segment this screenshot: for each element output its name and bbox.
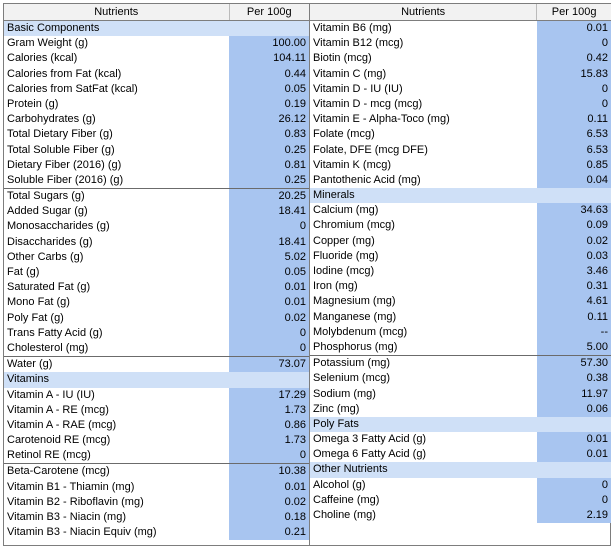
table-row xyxy=(4,525,309,540)
table-row xyxy=(4,143,309,158)
nutrient-value: 0.25 xyxy=(229,173,309,188)
nutrient-value: -- xyxy=(537,325,611,340)
nutrient-name: Monosaccharides (g) xyxy=(7,220,110,233)
nutrient-name: Phosphorus (mg) xyxy=(313,340,398,353)
nutrient-name: Omega 6 Fatty Acid (g) xyxy=(313,448,427,461)
section-label: Vitamins xyxy=(4,372,229,387)
nutrient-value: 104.11 xyxy=(229,51,309,66)
nutrient-value: 6.53 xyxy=(537,127,611,142)
nutrient-name: Caffeine (mg) xyxy=(313,493,380,506)
nutrient-value: 0.01 xyxy=(229,480,309,495)
nutrient-name: Sodium (mg) xyxy=(313,387,376,400)
nutrient-value: 57.30 xyxy=(537,356,611,371)
table-row xyxy=(4,265,309,280)
table-row xyxy=(4,463,309,479)
nutrient-name: Total Soluble Fiber (g) xyxy=(7,143,115,156)
table-row xyxy=(4,235,309,250)
nutrient-value: 0.21 xyxy=(229,525,309,540)
nutrient-name: Vitamin A - RE (mcg) xyxy=(7,403,109,416)
nutrient-value: 0.04 xyxy=(537,173,611,188)
nutrient-name: Mono Fat (g) xyxy=(7,296,70,309)
table-row xyxy=(310,173,611,188)
nutrient-value: 34.63 xyxy=(537,203,611,218)
nutrient-name: Iodine (mcg) xyxy=(313,265,375,277)
nutrient-value: 0.01 xyxy=(229,295,309,310)
nutrient-value: 0.81 xyxy=(229,158,309,173)
table-header xyxy=(4,4,309,21)
nutrient-value: 0 xyxy=(537,82,611,97)
table-row xyxy=(4,510,309,525)
section-header-row xyxy=(310,462,611,477)
nutrient-name: Vitamin B3 - Niacin (mg) xyxy=(7,511,126,523)
section-label: Basic Components xyxy=(4,21,229,36)
table-row xyxy=(4,204,309,219)
nutrient-name: Beta-Carotene (mcg) xyxy=(7,465,110,478)
table-row xyxy=(4,173,309,188)
table-row xyxy=(310,447,611,462)
nutrient-table xyxy=(3,3,611,546)
nutrient-value: 0.09 xyxy=(537,218,611,233)
section-header-row xyxy=(4,372,309,387)
nutrient-name: Added Sugar (g) xyxy=(7,205,88,218)
nutrient-name: Retinol RE (mcg) xyxy=(7,449,91,462)
table-row xyxy=(4,403,309,418)
table-row xyxy=(310,21,611,36)
nutrient-value xyxy=(229,21,309,36)
nutrient-name: Dietary Fiber (2016) (g) xyxy=(7,158,122,171)
nutrient-name: Other Carbs (g) xyxy=(7,250,84,263)
table-row xyxy=(4,158,309,173)
nutrient-value: 0.86 xyxy=(229,418,309,433)
nutrient-value: 6.53 xyxy=(537,143,611,158)
nutrient-value: 0.05 xyxy=(229,265,309,280)
nutrient-name: Potassium (mg) xyxy=(313,357,391,370)
nutrient-name: Biotin (mcg) xyxy=(313,52,372,65)
table-row xyxy=(4,127,309,142)
table-row xyxy=(4,250,309,265)
nutrient-value: 0.01 xyxy=(537,447,611,462)
table-row xyxy=(310,355,611,371)
table-row xyxy=(310,234,611,249)
nutrient-value xyxy=(537,188,611,203)
nutrient-name: Calories from SatFat (kcal) xyxy=(7,82,138,95)
nutrient-value: 0 xyxy=(229,448,309,463)
nutrient-name: Trans Fatty Acid (g) xyxy=(7,326,103,339)
table-row xyxy=(4,280,309,295)
table-row xyxy=(310,402,611,417)
nutrient-value: 0.11 xyxy=(537,112,611,127)
nutrient-value: 0.02 xyxy=(229,495,309,510)
nutrient-name: Vitamin K (mcg) xyxy=(313,158,392,171)
table-row xyxy=(310,493,611,508)
table-row xyxy=(4,36,309,51)
nutrient-name: Molybdenum (mcg) xyxy=(313,325,408,338)
table-row xyxy=(4,433,309,448)
per-100g-column-header: Per 100g xyxy=(536,4,611,20)
nutrient-name: Copper (mg) xyxy=(313,234,375,247)
nutrient-value: 17.29 xyxy=(229,388,309,403)
table-row xyxy=(310,264,611,279)
nutrient-value: 0.01 xyxy=(537,21,611,36)
nutrient-name: Calcium (mg) xyxy=(313,204,379,217)
table-row xyxy=(310,508,611,523)
nutrient-value: 0.06 xyxy=(537,402,611,417)
table-row xyxy=(4,311,309,326)
nutrient-value: 73.07 xyxy=(229,357,309,372)
nutrient-name: Selenium (mcg) xyxy=(313,372,391,385)
nutrient-value: 0.31 xyxy=(537,279,611,294)
table-row xyxy=(310,158,611,173)
section-header-row xyxy=(4,21,309,36)
nutrient-value: 0 xyxy=(229,341,309,356)
table-row xyxy=(4,388,309,403)
nutrient-value: 4.61 xyxy=(537,294,611,309)
nutrient-value: 0.02 xyxy=(229,311,309,326)
nutrient-name: Zinc (mg) xyxy=(313,402,360,415)
nutrient-name: Manganese (mg) xyxy=(313,310,397,323)
table-row xyxy=(310,127,611,142)
table-header xyxy=(310,4,611,21)
right-rows xyxy=(310,21,611,523)
table-row xyxy=(4,82,309,97)
nutrient-value: 1.73 xyxy=(229,403,309,418)
nutrient-name: Gram Weight (g) xyxy=(7,37,89,50)
nutrient-name: Vitamin B12 (mcg) xyxy=(313,37,404,50)
nutrient-name: Calories (kcal) xyxy=(7,52,78,65)
table-row xyxy=(4,341,309,356)
nutrient-name: Vitamin A - IU (IU) xyxy=(7,388,95,401)
nutrient-name: Vitamin C (mg) xyxy=(313,67,387,80)
table-row xyxy=(4,188,309,204)
nutrient-name: Folate (mcg) xyxy=(313,128,375,141)
nutrient-value xyxy=(229,372,309,387)
nutrient-name: Total Sugars (g) xyxy=(7,190,85,203)
nutrient-name: Carbohydrates (g) xyxy=(7,113,96,126)
table-row xyxy=(310,279,611,294)
nutrient-value: 18.41 xyxy=(229,204,309,219)
nutrient-name: Vitamin B2 - Riboflavin (mg) xyxy=(7,495,144,508)
nutrient-value: 0 xyxy=(537,36,611,51)
table-row xyxy=(4,51,309,66)
nutrient-name: Vitamin B3 - Niacin Equiv (mg) xyxy=(7,526,157,539)
table-row xyxy=(310,67,611,82)
table-row xyxy=(310,432,611,447)
section-label: Minerals xyxy=(310,188,537,203)
nutrient-name: Magnesium (mg) xyxy=(313,295,396,308)
nutrient-value: 2.19 xyxy=(537,508,611,523)
nutrients-column-header: Nutrients xyxy=(94,6,139,18)
left-column xyxy=(4,4,310,545)
nutrient-value: 0.44 xyxy=(229,67,309,82)
section-label: Other Nutrients xyxy=(310,462,537,477)
nutrient-name: Protein (g) xyxy=(7,97,59,110)
table-row xyxy=(310,97,611,112)
table-row xyxy=(4,112,309,127)
table-row xyxy=(310,218,611,233)
table-row xyxy=(310,82,611,97)
nutrient-name: Vitamin E - Alpha-Toco (mg) xyxy=(313,113,450,126)
nutrient-name: Vitamin B6 (mg) xyxy=(313,22,392,34)
table-row xyxy=(310,325,611,340)
nutrient-name: Alcohol (g) xyxy=(313,478,366,491)
nutrient-name: Omega 3 Fatty Acid (g) xyxy=(313,433,427,446)
nutrient-value: 0 xyxy=(229,219,309,234)
nutrient-name: Pantothenic Acid (mg) xyxy=(313,173,421,186)
nutrient-name: Disaccharides (g) xyxy=(7,235,93,248)
left-rows xyxy=(4,21,309,540)
nutrient-name: Choline (mg) xyxy=(313,509,376,521)
nutrient-value xyxy=(537,462,611,477)
nutrient-value: 100.00 xyxy=(229,36,309,51)
nutrient-value: 18.41 xyxy=(229,235,309,250)
nutrient-name: Calories from Fat (kcal) xyxy=(7,67,122,80)
table-row xyxy=(310,112,611,127)
nutrient-value: 20.25 xyxy=(229,189,309,204)
nutrient-value: 0.01 xyxy=(229,280,309,295)
table-row xyxy=(310,294,611,309)
nutrient-value: 15.83 xyxy=(537,67,611,82)
table-row xyxy=(4,67,309,82)
table-row xyxy=(310,371,611,386)
table-row xyxy=(310,143,611,158)
nutrient-value: 0.19 xyxy=(229,97,309,112)
section-header-row xyxy=(310,417,611,432)
nutrient-value: 5.02 xyxy=(229,250,309,265)
nutrient-value: 0.85 xyxy=(537,158,611,173)
nutrient-value: 0.18 xyxy=(229,510,309,525)
nutrient-value: 0 xyxy=(537,493,611,508)
nutrient-value: 26.12 xyxy=(229,112,309,127)
nutrient-name: Fat (g) xyxy=(7,266,40,278)
nutrient-name: Vitamin A - RAE (mcg) xyxy=(7,418,117,431)
nutrient-name: Saturated Fat (g) xyxy=(7,281,91,294)
nutrient-name: Folate, DFE (mcg DFE) xyxy=(313,143,428,156)
table-row xyxy=(310,387,611,402)
table-row xyxy=(310,51,611,66)
nutrient-value: 0 xyxy=(229,326,309,341)
table-row xyxy=(310,249,611,264)
nutrient-value: 0.42 xyxy=(537,51,611,66)
nutrient-value: 0.25 xyxy=(229,143,309,158)
nutrient-name: Poly Fat (g) xyxy=(7,311,64,324)
nutrient-value: 0.01 xyxy=(537,432,611,447)
table-row xyxy=(4,448,309,463)
nutrient-name: Iron (mg) xyxy=(313,280,358,293)
nutrient-name: Vitamin D - mcg (mcg) xyxy=(313,97,423,110)
nutrient-name: Vitamin D - IU (IU) xyxy=(313,82,403,95)
section-header-row xyxy=(310,188,611,203)
nutrient-value: 11.97 xyxy=(537,387,611,402)
table-row xyxy=(4,418,309,433)
nutrient-value: 0.83 xyxy=(229,127,309,142)
nutrient-name: Water (g) xyxy=(7,358,53,371)
table-row xyxy=(310,478,611,493)
table-row xyxy=(4,326,309,341)
nutrient-value: 0.11 xyxy=(537,310,611,325)
nutrient-value: 0 xyxy=(537,97,611,112)
right-column xyxy=(310,4,611,545)
nutrient-value: 3.46 xyxy=(537,264,611,279)
table-row xyxy=(4,219,309,234)
nutrient-value: 0.05 xyxy=(229,82,309,97)
nutrient-value: 1.73 xyxy=(229,433,309,448)
nutrient-name: Carotenoid RE (mcg) xyxy=(7,434,111,447)
nutrient-value: 0.38 xyxy=(537,371,611,386)
per-100g-column-header: Per 100g xyxy=(229,4,309,20)
nutrient-name: Vitamin B1 - Thiamin (mg) xyxy=(7,480,135,493)
nutrient-name: Fluoride (mg) xyxy=(313,249,379,262)
table-row xyxy=(310,203,611,218)
nutrient-value: 0 xyxy=(537,478,611,493)
nutrient-value: 0.03 xyxy=(537,249,611,264)
nutrient-value: 5.00 xyxy=(537,340,611,355)
table-row xyxy=(310,340,611,355)
nutrient-value: 10.38 xyxy=(229,464,309,479)
table-row xyxy=(4,495,309,510)
table-row xyxy=(310,36,611,51)
table-row xyxy=(310,310,611,325)
table-row xyxy=(4,295,309,310)
table-row xyxy=(4,97,309,112)
nutrient-value: 0.02 xyxy=(537,234,611,249)
nutrient-name: Chromium (mcg) xyxy=(313,219,395,232)
nutrient-name: Cholesterol (mg) xyxy=(7,341,89,354)
nutrient-name: Soluble Fiber (2016) (g) xyxy=(7,173,124,186)
nutrients-column-header: Nutrients xyxy=(401,6,446,18)
table-row xyxy=(4,480,309,495)
nutrient-value xyxy=(537,417,611,432)
nutrient-name: Total Dietary Fiber (g) xyxy=(7,128,113,141)
table-row xyxy=(4,356,309,372)
section-label: Poly Fats xyxy=(310,417,537,432)
